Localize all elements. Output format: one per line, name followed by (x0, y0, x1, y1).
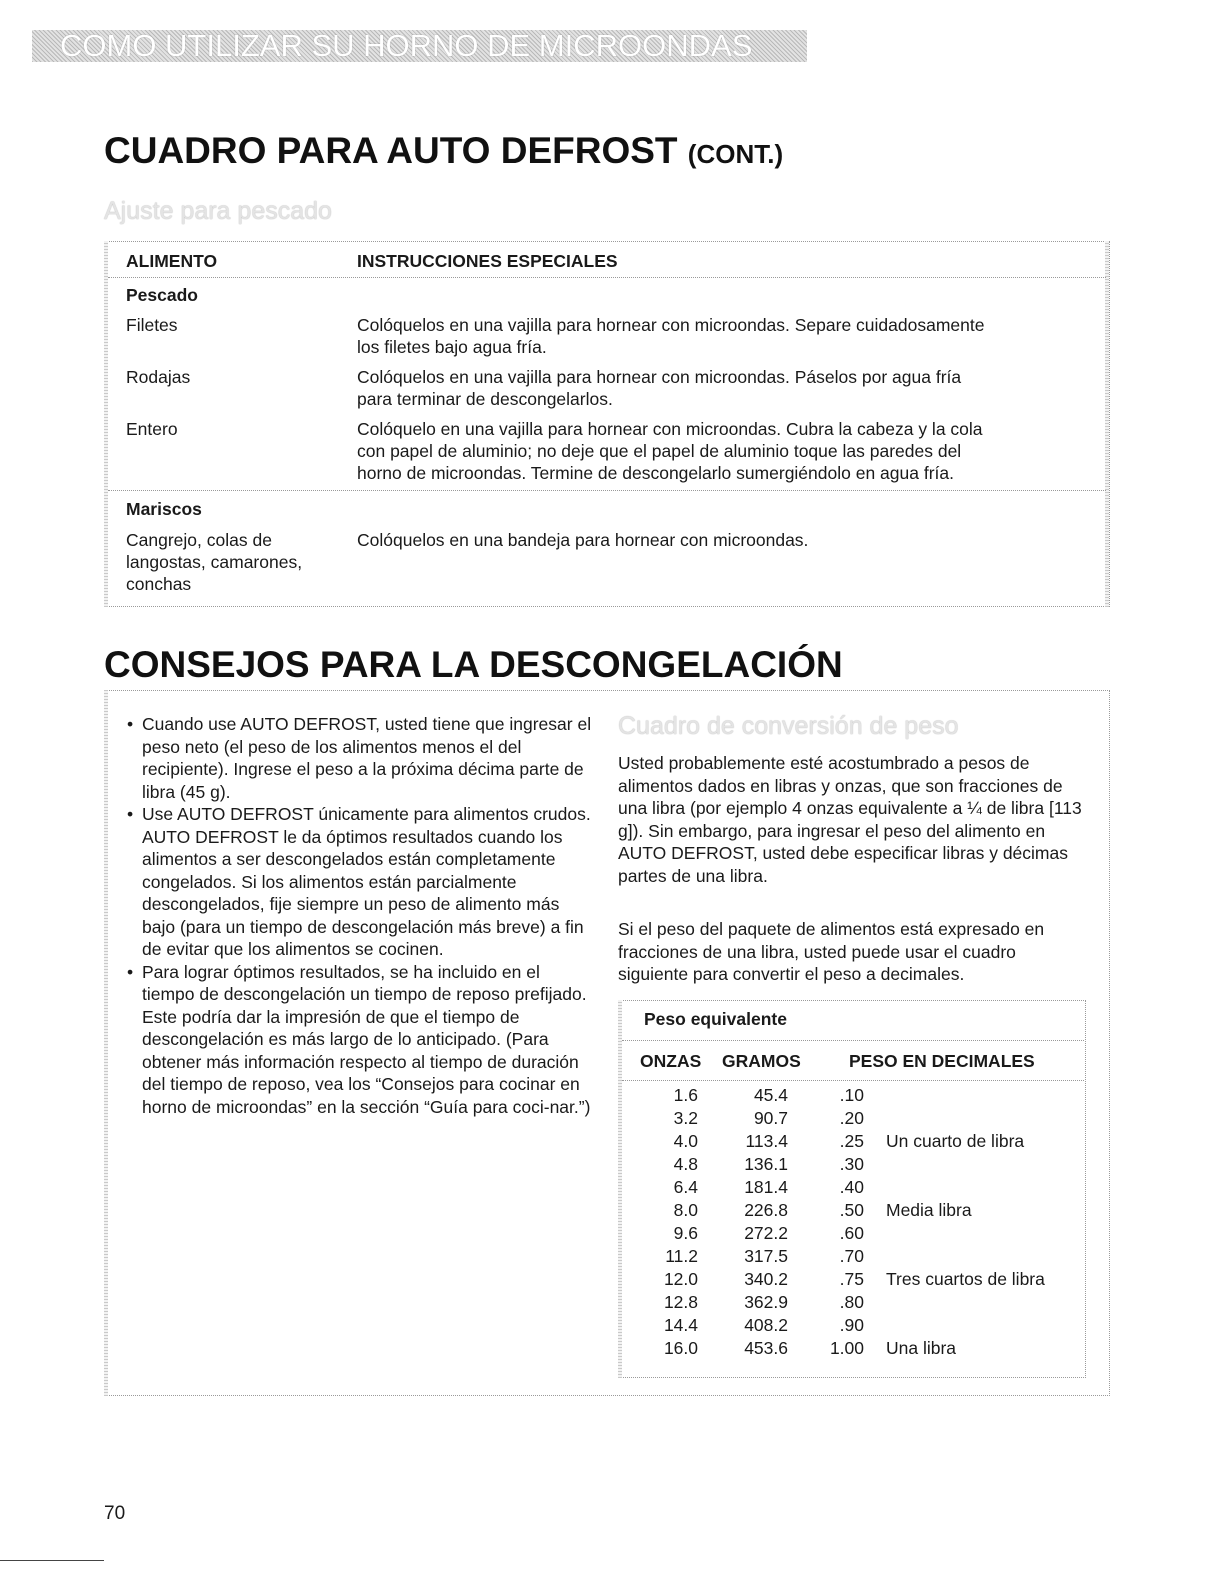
instruction-whole-line1: Colóquelo en una vajilla para hornear con microondas. Cubra la cabeza y la cola (357, 419, 983, 439)
ounces-cell: 3.2 (673, 1108, 698, 1128)
header-grams: GRAMOS (722, 1051, 801, 1071)
description-cell: Media libra (886, 1200, 972, 1220)
ounces-cell: 1.6 (673, 1085, 698, 1105)
grams-cell: 453.6 (744, 1338, 788, 1358)
col-header-instructions: INSTRUCCIONES ESPECIALES (357, 251, 618, 271)
decimal-cell: .10 (839, 1085, 864, 1105)
instruction-steaks-line1: Colóquelos en una vajilla para hornear con microondas. Páselos por agua fría (357, 367, 962, 387)
grams-cell: 362.9 (744, 1292, 788, 1312)
grams-cell: 340.2 (744, 1269, 788, 1289)
description-cell: Tres cuartos de libra (886, 1269, 1045, 1289)
decimal-cell: .25 (839, 1131, 864, 1151)
ounces-cell: 9.6 (673, 1223, 698, 1243)
ounces-cell: 12.8 (663, 1292, 698, 1312)
grams-cell: 113.4 (745, 1131, 788, 1151)
grams-cell: 45.4 (753, 1085, 788, 1105)
grams-cell: 226.8 (744, 1200, 788, 1220)
food-fillets: Filetes (126, 315, 178, 335)
grams-cell: 181.4 (744, 1177, 788, 1197)
defrost-title-text: CUADRO PARA AUTO DEFROST (104, 130, 678, 171)
fish-table-header-divider (108, 277, 1106, 278)
weight-table-row (622, 1200, 1084, 1223)
ounces-cell: 14.4 (663, 1315, 698, 1335)
tip-net-weight: • Cuando use AUTO DEFROST, usted tiene que ingresar el peso neto (el peso de los alimentos menos el del recipiente). Ingrese el peso a la próxima décima parte de libra (45 g). (126, 713, 596, 803)
instruction-fillets-line2: los filetes bajo agua fría. (357, 337, 547, 357)
ounces-cell: 16.0 (663, 1338, 698, 1358)
food-shellfish-line1: Cangrejo, colas de (126, 530, 272, 550)
decimal-cell: .20 (839, 1108, 864, 1128)
tip-raw-food: • Use AUTO DEFROST únicamente para alimentos crudos. AUTO DEFROST le da óptimos resultados cuando los alimentos a ser descongelados están completamente congelados. Si los alimentos están parcialmente descongelados, fije siempre un peso de alimento más bajo (para un tiempo de descongelación más breve) a fin de evitar que los alimentos se cocinen. (126, 803, 596, 961)
page-number: 70 (104, 1503, 126, 1524)
weight-table-row (622, 1223, 1084, 1246)
grams-cell: 408.2 (744, 1315, 788, 1335)
conversion-paragraph-1: Usted probablemente esté acostumbrado a pesos de alimentos dados en libras y onzas, que son fracciones de una libra (por ejemplo 4 onzas equivalente a ¼ de libra [113 g]). Sin embargo, para ingresar el peso del alimento en AUTO DEFROST, usted debe especificar libras y décimas partes de una libra. (618, 753, 1082, 886)
header-ounces: ONZAS (640, 1051, 702, 1071)
weight-table-row (622, 1269, 1084, 1292)
defrost-title-suffix: (CONT.) (687, 139, 784, 169)
ounces-cell: 8.0 (673, 1200, 698, 1220)
weight-table-row (622, 1154, 1084, 1177)
decimal-cell: 1.00 (829, 1338, 864, 1358)
ounces-cell: 4.0 (673, 1131, 698, 1151)
defrost-tips-title: CONSEJOS PARA LA DESCONGELACIÓN (104, 644, 843, 685)
defrost-chart-title (104, 130, 783, 172)
instruction-steaks-line2: para terminar de descongelarlos. (357, 389, 613, 409)
ounces-cell: 6.4 (673, 1177, 698, 1197)
weight-table-row (622, 1108, 1084, 1131)
weight-table-row (622, 1338, 1084, 1361)
decimal-cell: .80 (839, 1292, 864, 1312)
weight-table-title: Peso equivalente (644, 1009, 787, 1029)
grams-cell: 317.5 (744, 1246, 788, 1266)
tips-bullet-list (126, 713, 596, 1118)
instruction-fillets-line1: Colóquelos en una vajilla para hornear con microondas. Separe cuidadosamente (357, 315, 985, 335)
food-steaks: Rodajas (126, 367, 191, 387)
instruction-whole-line2: con papel de aluminio; no deje que el papel de aluminio toque las paredes del (357, 441, 962, 461)
instruction-whole-line3: horno de microondas. Termine de descongelarlo sumergiéndolo en agua fría. (357, 463, 954, 483)
decimal-cell: .75 (839, 1269, 864, 1289)
description-cell: Una libra (886, 1338, 957, 1358)
grams-cell: 90.7 (753, 1108, 788, 1128)
weight-table-row (622, 1177, 1084, 1200)
weight-table-header-divider (622, 1080, 1084, 1081)
decimal-cell: .70 (839, 1246, 864, 1266)
food-whole: Entero (126, 419, 178, 439)
grams-cell: 136.1 (744, 1154, 788, 1174)
footer-rule (0, 1560, 104, 1561)
group-fish: Pescado (126, 285, 198, 305)
section-banner (32, 30, 807, 62)
weight-table-row (622, 1131, 1084, 1154)
fish-setting-subtitle: Ajuste para pescado (104, 197, 332, 225)
description-cell: Un cuarto de libra (886, 1131, 1025, 1151)
group-shellfish: Mariscos (126, 499, 202, 519)
grams-cell: 272.2 (744, 1223, 788, 1243)
decimal-cell: .50 (839, 1200, 864, 1220)
food-shellfish-line2: langostas, camarones, (126, 552, 303, 572)
decimal-cell: .30 (839, 1154, 864, 1174)
decimal-cell: .90 (839, 1315, 864, 1335)
food-shellfish-line3: conchas (126, 574, 192, 594)
conversion-chart-subtitle: Cuadro de conversión de peso (618, 712, 959, 740)
weight-table-row (622, 1085, 1084, 1108)
decimal-cell: .40 (839, 1177, 864, 1197)
tips-panel-left-bar (104, 690, 108, 1396)
weight-table-row (622, 1315, 1084, 1338)
weight-table-row (622, 1246, 1084, 1269)
banner-text: COMO UTILIZAR SU HORNO DE MICROONDAS (60, 28, 753, 63)
decimal-cell: .60 (839, 1223, 864, 1243)
fish-table-group-divider (108, 490, 1106, 491)
ounces-cell: 12.0 (663, 1269, 698, 1289)
tip-standing-time: • Para lograr óptimos resultados, se ha incluido en el tiempo de descongelación un tiempo de reposo prefijado. Este podría dar la impresión de que el tiempo de descongelación es más largo de lo anticipado. (Para obtener más información respecto al tiempo de duración del tiempo de reposo, vea los “Consejos para cocinar en horno de microondas” en la sección “Guía para coci-nar.”) (126, 961, 596, 1119)
weight-table-row (622, 1292, 1084, 1315)
conversion-paragraph-2: Si el peso del paquete de alimentos está expresado en fracciones de una libra, usted puede usar el cuadro siguiente para convertir el peso a decimales. (618, 919, 1045, 984)
weight-table-title-divider (622, 1040, 1084, 1041)
ounces-cell: 11.2 (665, 1246, 698, 1266)
fish-table-right-bar (1105, 241, 1109, 607)
ounces-cell: 4.8 (673, 1154, 698, 1174)
fish-table-left-bar (104, 241, 108, 607)
header-decimal-weight: PESO EN DECIMALES (849, 1051, 1035, 1071)
instruction-shellfish: Colóquelos en una bandeja para hornear con microondas. (357, 530, 809, 550)
col-header-food: ALIMENTO (126, 251, 218, 271)
